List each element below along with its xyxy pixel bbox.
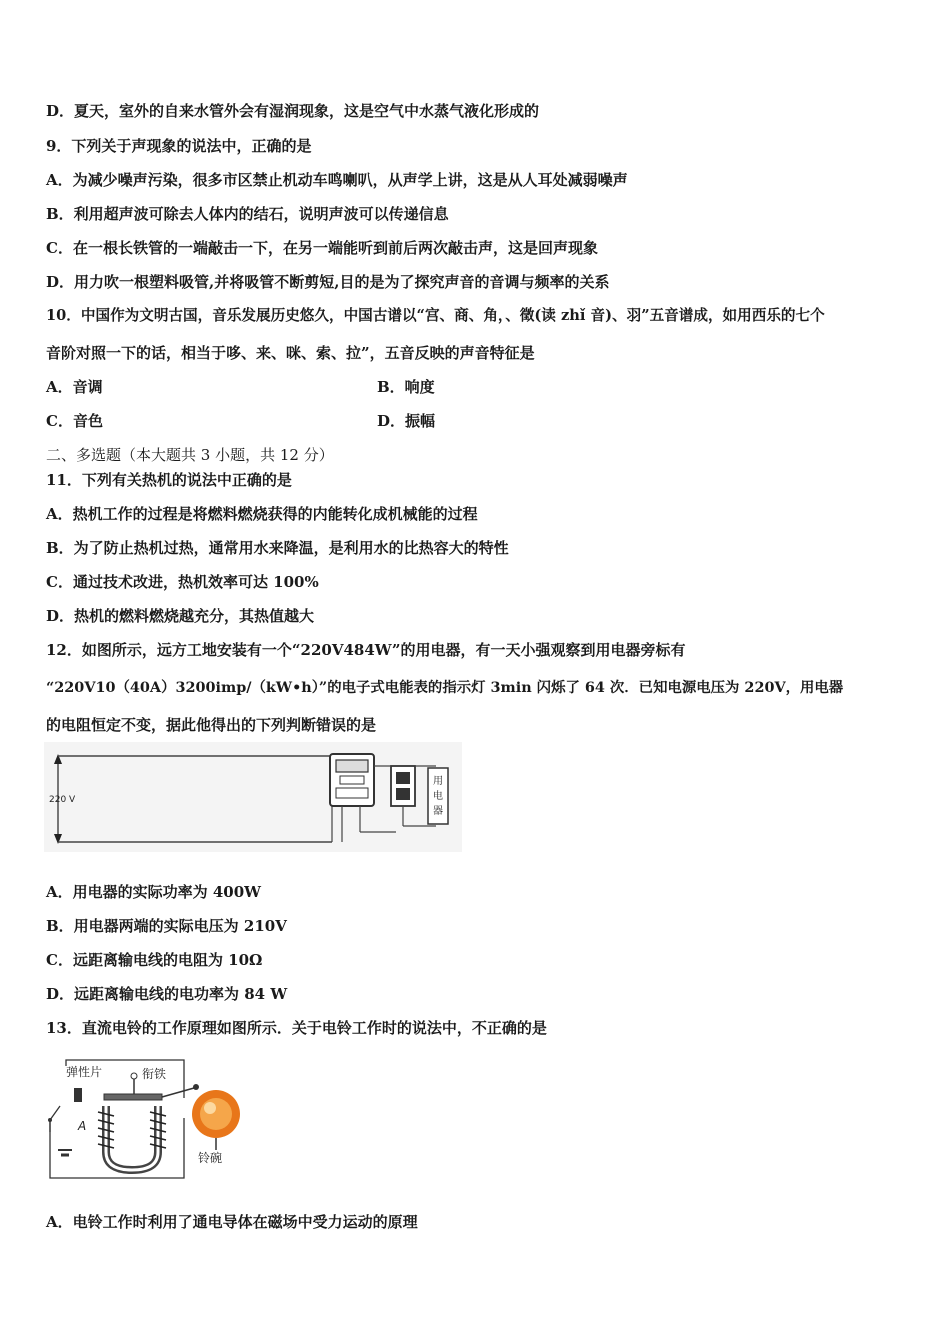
q9-option-d: D．用力吹一根塑料吸管,并将吸管不断剪短,目的是为了探究声音的音调与频率的关系 <box>46 273 610 291</box>
armature-label: 衔铁 <box>142 1067 167 1081</box>
circuit-breaker-icon <box>391 766 415 806</box>
q12-option-b: B．用电器两端的实际电压为 210V <box>46 917 287 935</box>
point-a-label: A <box>78 1119 87 1133</box>
q10-option-d: D．振幅 <box>377 412 436 430</box>
svg-text:电: 电 <box>433 791 443 802</box>
q11-option-a: A．热机工作的过程是将燃料燃烧获得的内能转化成机械能的过程 <box>46 505 478 523</box>
q12-option-d: D．远距离输电线的电功率为 84 W <box>46 985 288 1003</box>
q12-voltage-label: 220 V <box>49 795 76 805</box>
q12-stem-line2: “220V10（40A）3200imp/（kW•h）”的电子式电能表的指示灯 3min 闪烁了 64 次．已知电源电压为 220V，用电器 <box>46 679 844 696</box>
svg-text:用: 用 <box>433 776 443 787</box>
q9-option-c: C．在一根长铁管的一端敲击一下，在另一端能听到前后两次敲击声，这是回声现象 <box>46 239 598 257</box>
q13-bell-figure <box>44 1058 246 1186</box>
q12-stem-line1: 12．如图所示，远方工地安装有一个“220V484W”的用电器，有一天小强观察到用电器旁标有 <box>46 641 686 659</box>
q12-option-a: A．用电器的实际功率为 400W <box>46 883 262 901</box>
bell-dome-icon <box>192 1090 240 1150</box>
q13-option-a: A．电铃工作时利用了通电导体在磁场中受力运动的原理 <box>46 1213 418 1231</box>
q11-stem: 11．下列有关热机的说法中正确的是 <box>46 471 292 489</box>
q10-option-b: B．响度 <box>377 378 435 396</box>
q12-circuit-figure <box>44 742 462 852</box>
bell-dome-label: 铃碗 <box>198 1151 223 1165</box>
section-heading-multiple-choice: 二、多选题（本大题共 3 小题，共 12 分） <box>46 446 334 464</box>
q9-stem: 9．下列关于声现象的说法中，正确的是 <box>46 137 312 155</box>
contact-screw-icon <box>74 1088 82 1102</box>
electromagnet-icon <box>98 1106 166 1170</box>
q12-option-c: C．远距离输电线的电阻为 10Ω <box>46 951 263 969</box>
q10-stem-line2: 音阶对照一下的话，相当于哆、来、咪、索、拉”，五音反映的声音特征是 <box>46 344 535 362</box>
q9-option-b: B．利用超声波可除去人体内的结石，说明声波可以传递信息 <box>46 205 449 223</box>
svg-text:器: 器 <box>433 806 443 817</box>
q11-option-d: D．热机的燃料燃烧越充分，其热值越大 <box>46 607 315 625</box>
q10-option-c: C．音色 <box>46 412 103 430</box>
q10-option-a: A．音调 <box>46 378 103 396</box>
appliance-box <box>428 768 448 824</box>
q9-option-a: A．为减少噪声污染，很多市区禁止机动车鸣喇叭，从声学上讲，这是从人耳处减弱噪声 <box>46 171 628 189</box>
energy-meter-icon <box>330 754 374 806</box>
switch-icon <box>48 1106 60 1132</box>
q13-stem: 13．直流电铃的工作原理如图所示．关于电铃工作时的说法中，不正确的是 <box>46 1019 547 1037</box>
q11-option-c: C．通过技术改进，热机效率可达 100% <box>46 573 319 591</box>
spring-strip-label: 弹性片 <box>66 1065 103 1079</box>
q8-option-d: D．夏天，室外的自来水管外会有湿润现象，这是空气中水蒸气液化形成的 <box>46 102 540 120</box>
q10-stem-line1: 10．中国作为文明古国，音乐发展历史悠久，中国古谱以“宫、商、角，、徵(读 zhǐ 音)、羽”五音谱成，如用西乐的七个 <box>46 307 825 324</box>
q12-stem-line3: 的电阻恒定不变，据此他得出的下列判断错误的是 <box>46 716 377 734</box>
q11-option-b: B．为了防止热机过热，通常用水来降温，是利用水的比热容大的特性 <box>46 539 509 557</box>
